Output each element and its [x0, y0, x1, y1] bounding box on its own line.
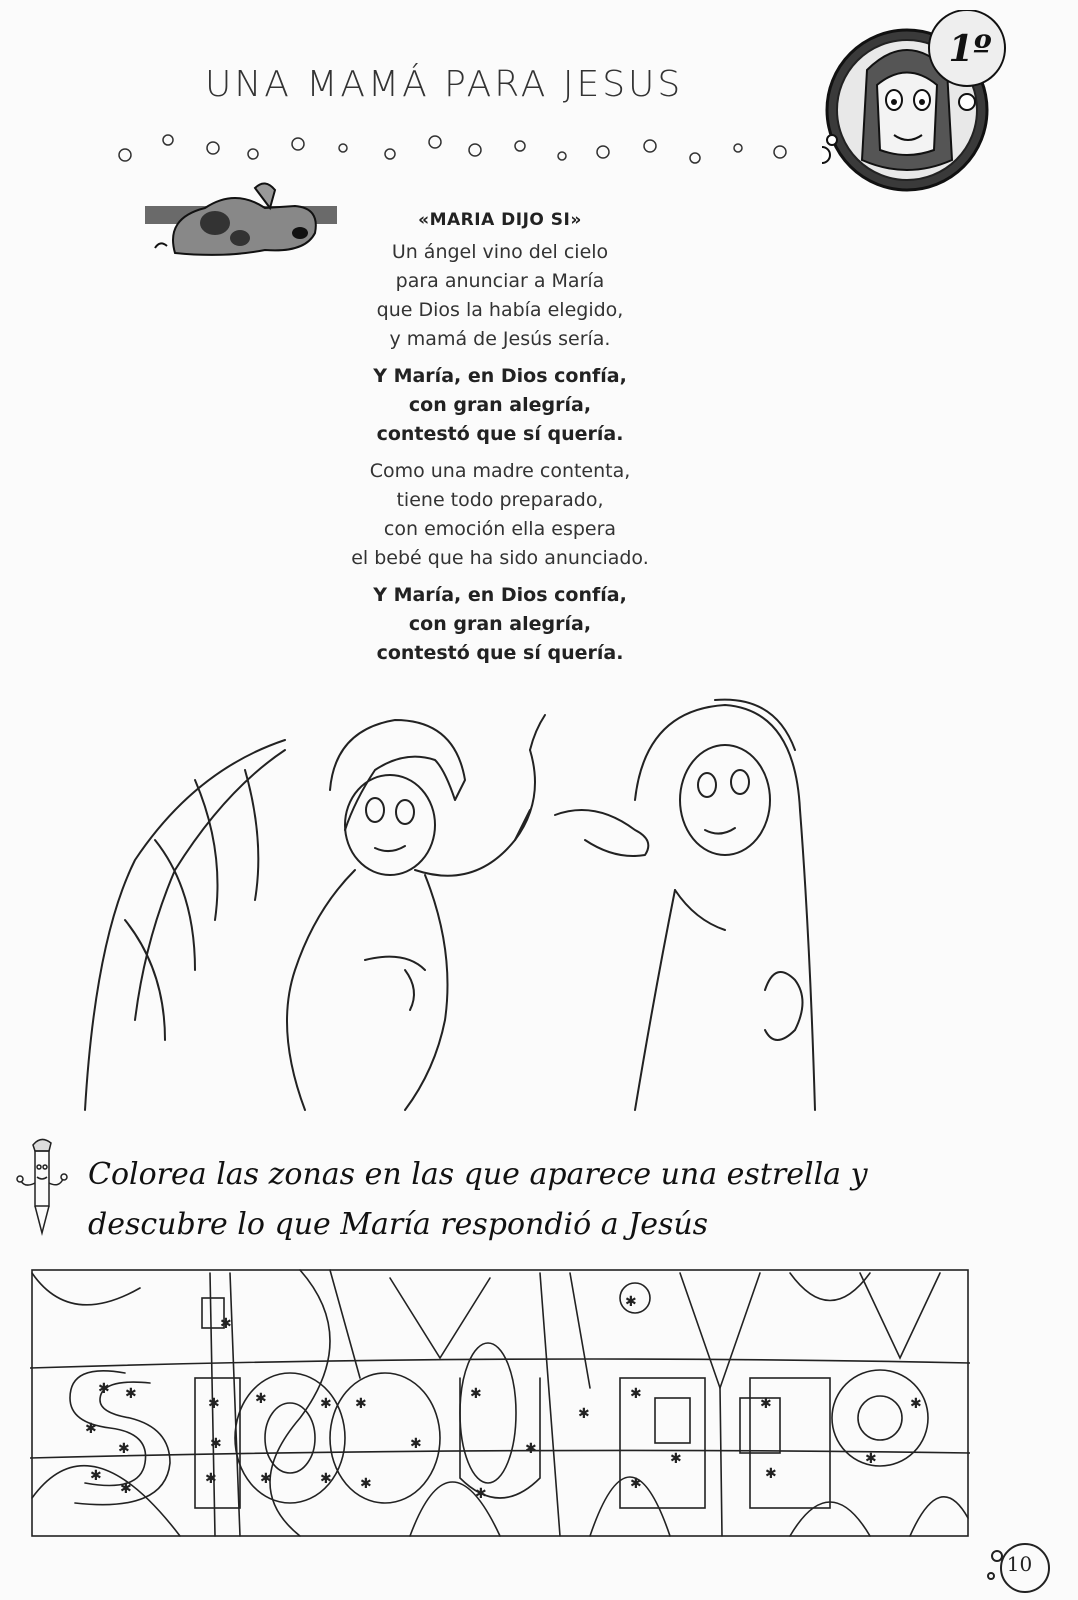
chorus-line: Y María, en Dios confía, [373, 365, 627, 387]
svg-text:✱: ✱ [670, 1451, 682, 1467]
svg-text:✱: ✱ [90, 1468, 102, 1484]
poem-stanza-2 [340, 457, 660, 573]
svg-text:✱: ✱ [210, 1436, 222, 1452]
page-title: UNA MAMÁ PARA JESUS [205, 64, 684, 105]
activity-instruction [88, 1150, 988, 1250]
svg-text:✱: ✱ [360, 1476, 372, 1492]
svg-text:✱: ✱ [525, 1441, 537, 1457]
pencil-mascot-icon [15, 1133, 70, 1243]
svg-text:✱: ✱ [410, 1436, 422, 1452]
poem-line: con emoción ella espera [383, 518, 617, 540]
poem-line: y mamá de Jesús sería. [389, 328, 611, 350]
chorus-line: contestó que sí quería. [376, 423, 624, 445]
poem-line: que Dios la había elegido, [376, 299, 624, 321]
svg-text:✱: ✱ [578, 1406, 590, 1422]
poem-line: tiene todo preparado, [396, 489, 604, 511]
svg-text:✱: ✱ [630, 1386, 642, 1402]
poem [340, 210, 660, 676]
poem-line: Un ángel vino del cielo [391, 241, 609, 263]
svg-text:✱: ✱ [120, 1481, 132, 1497]
svg-text:✱: ✱ [475, 1486, 487, 1502]
svg-text:✱: ✱ [255, 1391, 267, 1407]
svg-text:✱: ✱ [630, 1476, 642, 1492]
poem-line: Como una madre contenta, [369, 460, 631, 482]
svg-text:✱: ✱ [260, 1471, 272, 1487]
svg-text:✱: ✱ [625, 1294, 637, 1310]
chorus-line: Y María, en Dios confía, [373, 584, 627, 606]
poem-line: para anunciar a María [395, 270, 605, 292]
decorative-dots [110, 130, 830, 180]
dog-icon [145, 178, 337, 263]
svg-text:✱: ✱ [320, 1471, 332, 1487]
poem-chorus-1 [340, 362, 660, 449]
svg-text:✱: ✱ [118, 1441, 130, 1457]
svg-text:✱: ✱ [125, 1386, 137, 1402]
poem-title: «MARIA DIJO SI» [418, 210, 582, 230]
chorus-line: contestó que sí quería. [376, 642, 624, 664]
poem-line: el bebé que ha sido anunciado. [351, 547, 649, 569]
poem-chorus-2 [340, 581, 660, 668]
svg-text:✱: ✱ [865, 1451, 877, 1467]
chorus-line: con gran alegría, [408, 613, 592, 635]
svg-text:✱: ✱ [220, 1316, 232, 1332]
page-number: 10 [1006, 1552, 1033, 1576]
instruction-line-2: descubre lo que María respondió a Jesús [88, 1207, 709, 1242]
chorus-line: con gran alegría, [408, 394, 592, 416]
svg-text:✱: ✱ [85, 1421, 97, 1437]
annunciation-illustration [75, 690, 875, 1130]
svg-text:✱: ✱ [760, 1396, 772, 1412]
svg-text:✱: ✱ [765, 1466, 777, 1482]
svg-text:✱: ✱ [98, 1381, 110, 1397]
instruction-line-1: Colorea las zonas en las que aparece una estrella y [88, 1157, 868, 1192]
coloring-puzzle [30, 1268, 970, 1538]
svg-text:✱: ✱ [470, 1386, 482, 1402]
svg-text:✱: ✱ [208, 1396, 220, 1412]
svg-text:✱: ✱ [320, 1396, 332, 1412]
svg-text:✱: ✱ [205, 1471, 217, 1487]
grade-badge: 1º [948, 28, 992, 70]
svg-text:✱: ✱ [355, 1396, 367, 1412]
poem-stanza-1 [340, 238, 660, 354]
svg-text:✱: ✱ [910, 1396, 922, 1412]
